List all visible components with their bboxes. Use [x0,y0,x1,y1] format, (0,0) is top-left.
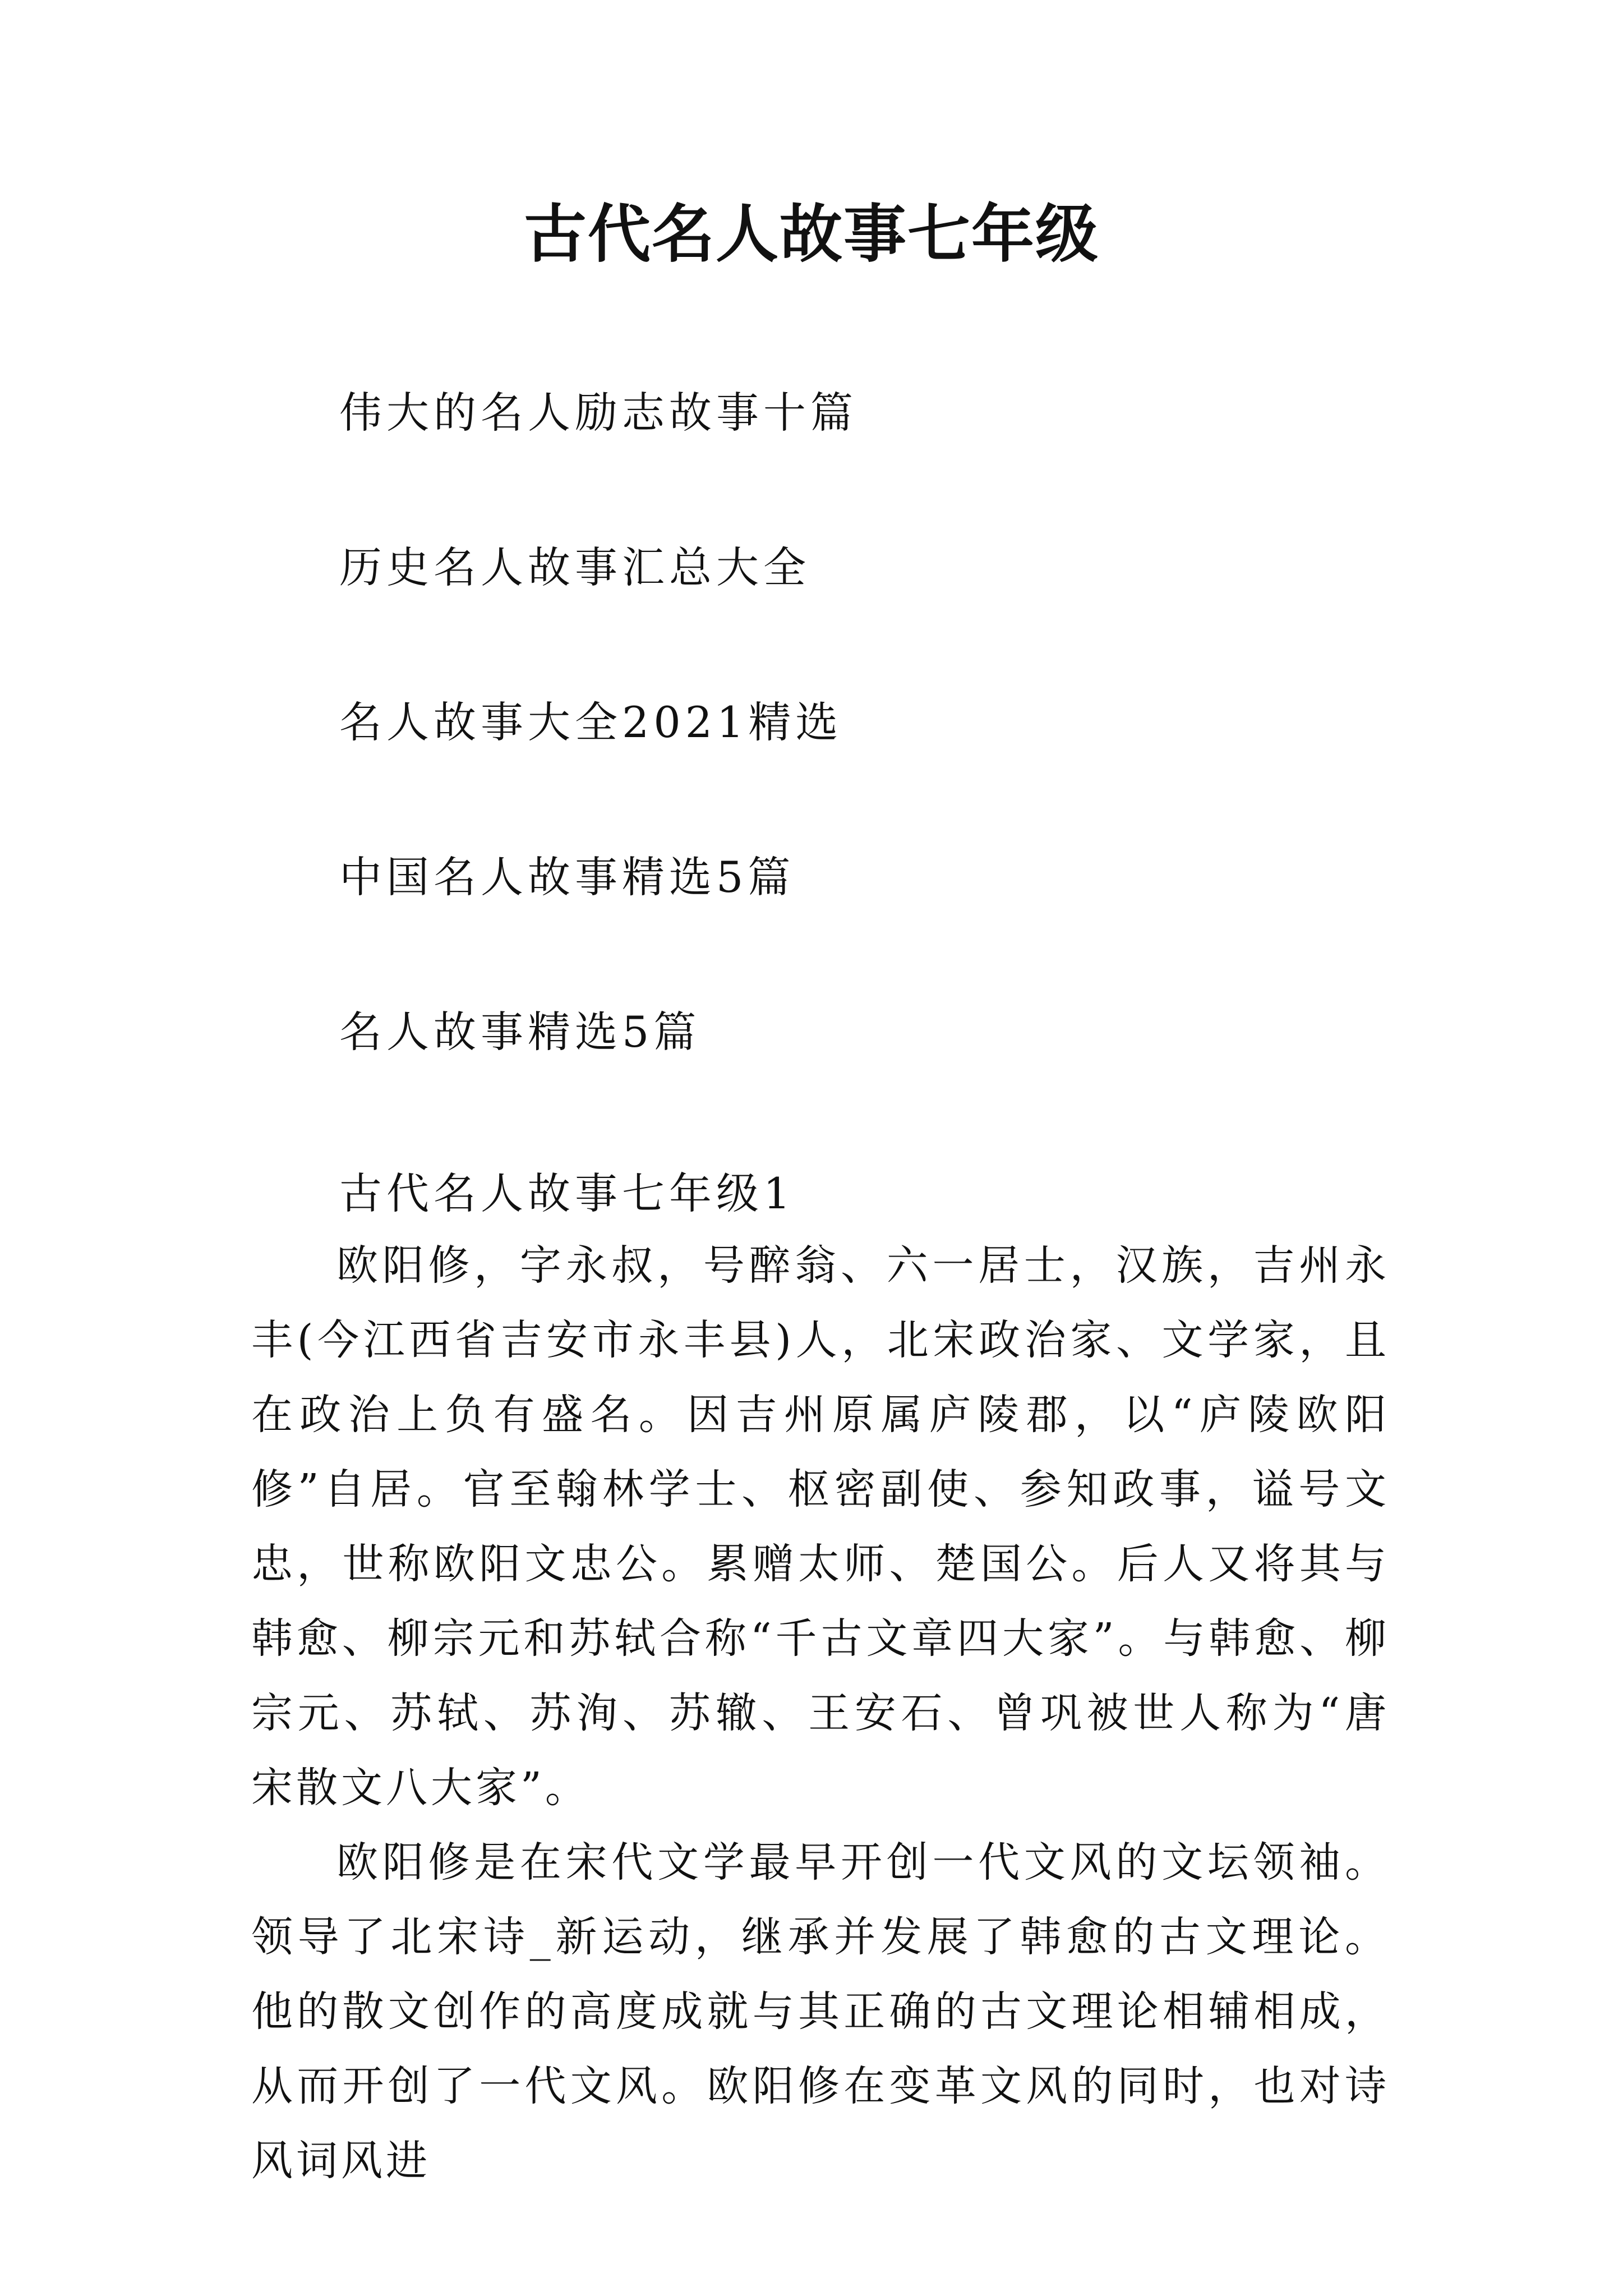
body-paragraph: 欧阳修是在宋代文学最早开创一代文风的文坛领袖。领导了北宋诗_新运动，继承并发展了韩愈的古文理论。他的散文创作的高度成就与其正确的古文理论相辅相成，从而开创了一代文风。欧阳修在变革文风的同时，也对诗风词风进 [251,1838,1390,2185]
related-articles-list [339,379,1405,1153]
article-body [251,1228,1390,2198]
related-article-link[interactable]: 名人故事精选5篇 [339,1007,701,1057]
section-heading: 古代名人故事七年级1 [339,1168,795,1218]
related-article-link[interactable]: 中国名人故事精选5篇 [339,852,795,902]
related-article-link[interactable]: 历史名人故事汇总大全 [339,542,810,592]
body-paragraph: 欧阳修，字永叔，号醉翁、六一居士，汉族，吉州永丰(今江西省吉安市永丰县)人，北宋政治家、文学家，且在政治上负有盛名。因吉州原属庐陵郡，以“庐陵欧阳修”自居。官至翰林学士、枢密副使、参知政事，谥号文忠，世称欧阳文忠公。累赠太师、楚国公。后人又将其与韩愈、柳宗元和苏轼合称“千古文章四大家”。与韩愈、柳宗元、苏轼、苏洵、苏辙、王安石、曾巩被世人称为“唐宋散文八大家”。 [251,1241,1390,1812]
related-article-link[interactable]: 伟大的名人励志故事十篇 [339,388,857,438]
document-title: 古代名人故事七年级 [524,197,1099,271]
related-article-link[interactable]: 名人故事大全2021精选 [339,697,843,747]
